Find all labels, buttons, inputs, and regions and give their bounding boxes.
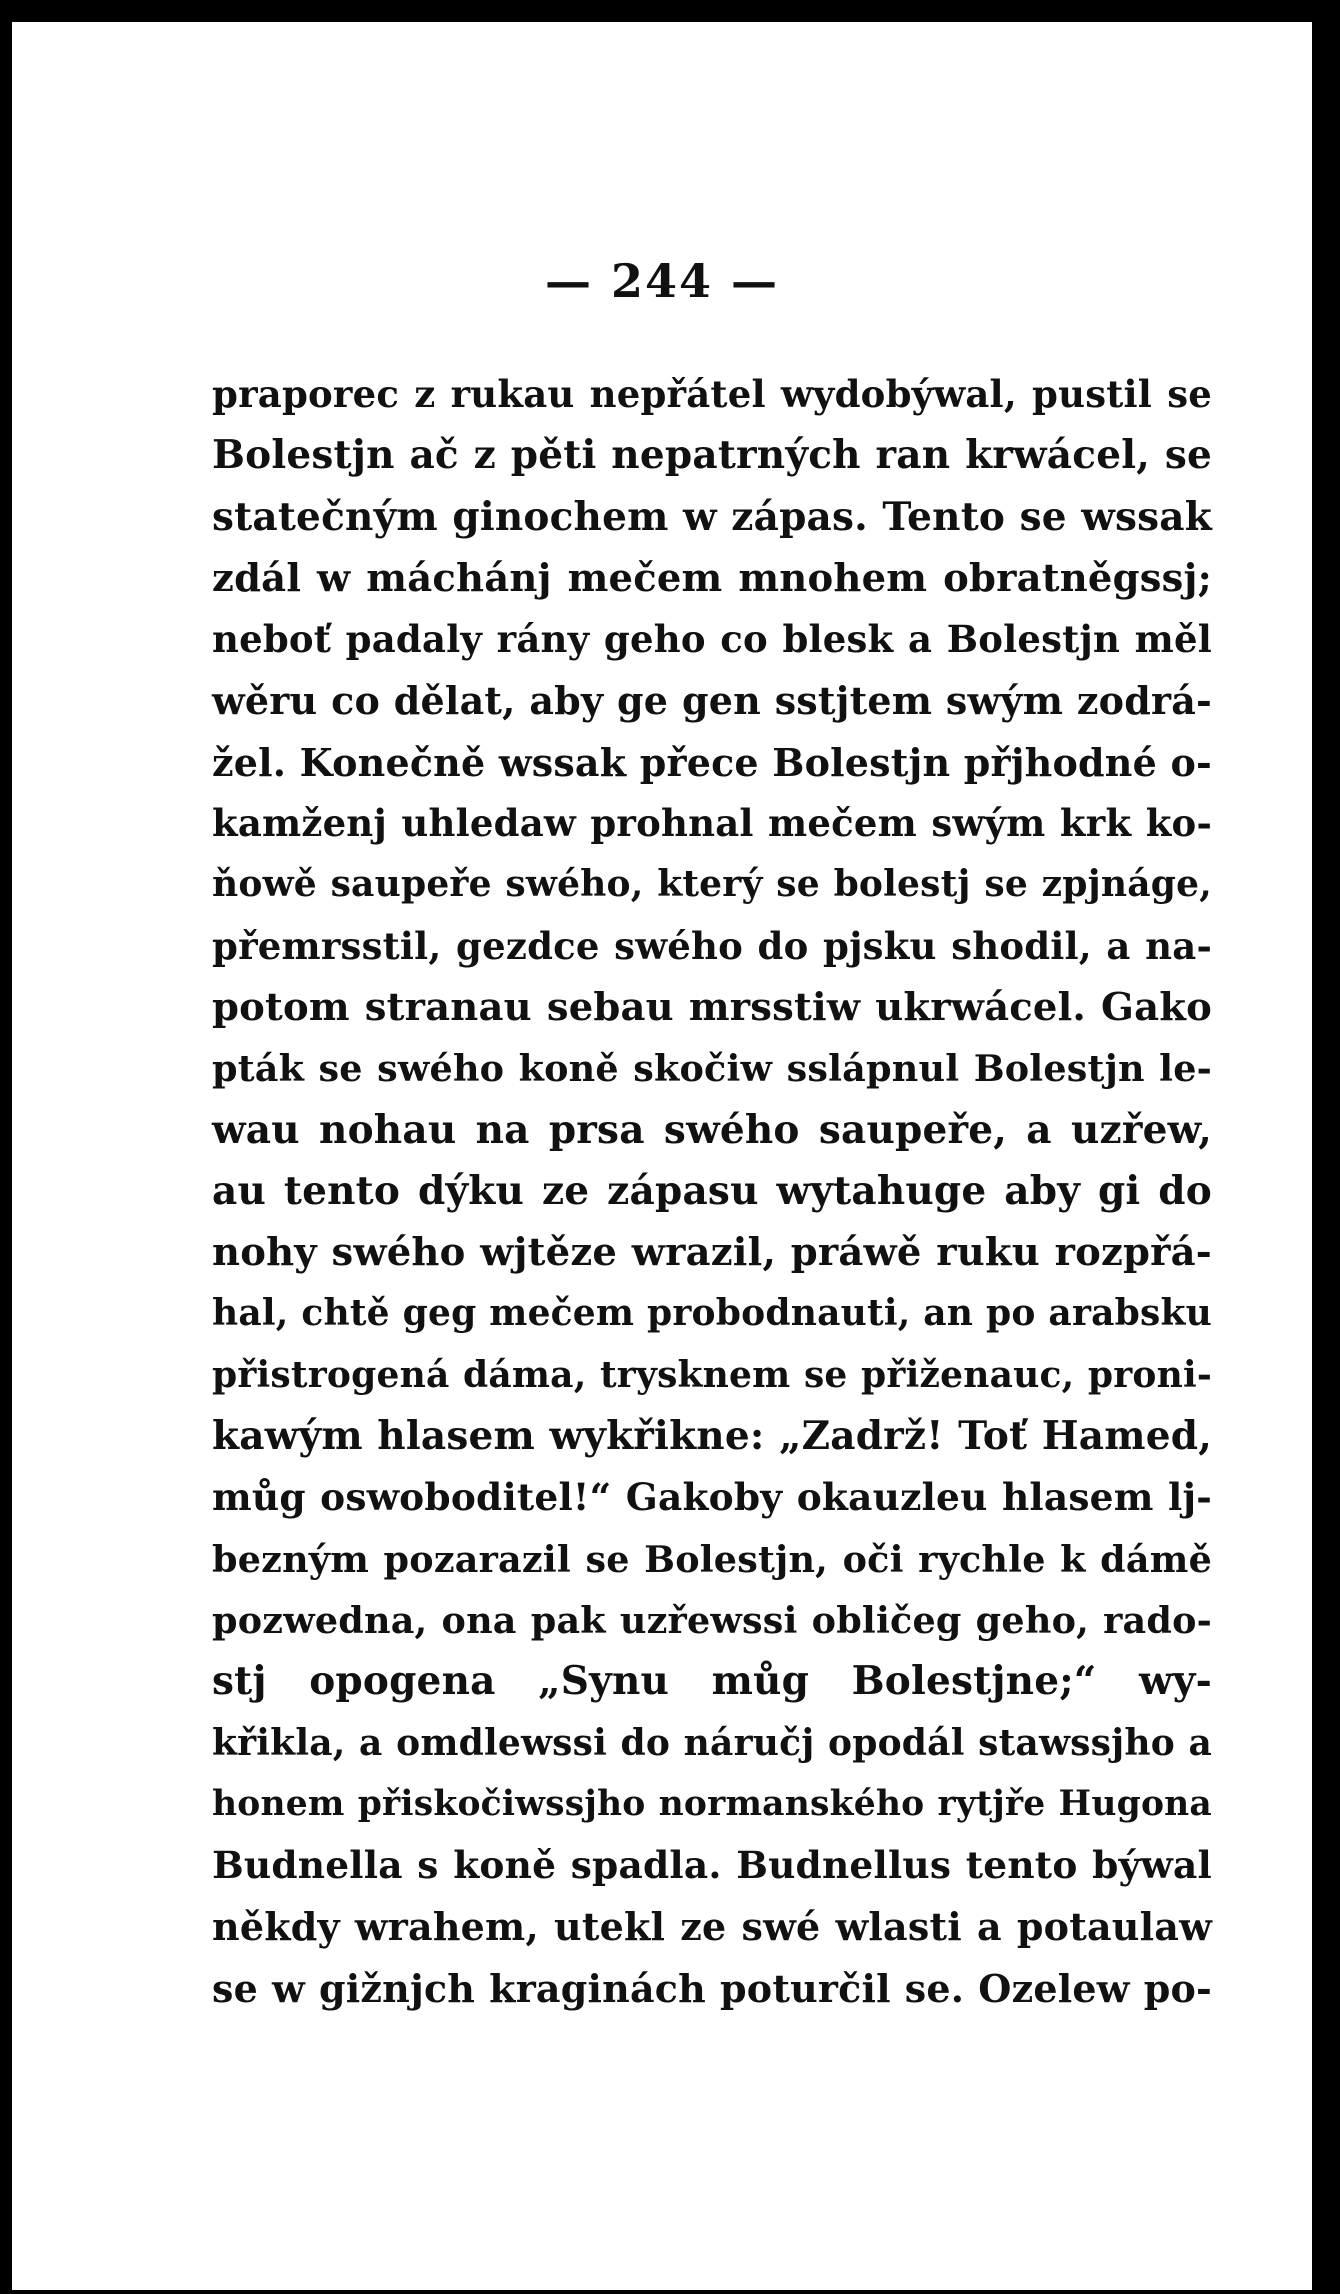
text-line: bezným pozarazil se Bolestjn, oči rychle k dámě: [212, 1537, 1212, 1581]
text-line: kawým hlasem wykřikne: „Zadrž! Toť Hamed,: [212, 1413, 1212, 1460]
text-line: wěru co dělat, aby ge gen sstjtem swým zodrá-: [212, 678, 1212, 724]
text-line: kamženj uhledaw prohnal mečem swým krk ko-: [212, 801, 1212, 846]
text-line: Bolestjn ač z pěti nepatrných ran krwácel, se: [212, 432, 1212, 479]
text-line: neboť padaly rány geho co blesk a Bolestjn měl: [212, 617, 1212, 662]
page-number: — 244 —: [544, 254, 780, 308]
body-text: [212, 364, 1212, 2019]
text-line: statečným ginochem w zápas. Tento se wssak: [212, 493, 1212, 540]
text-line: wau nohau na prsa swého saupeře, a uzřew,: [212, 1106, 1212, 1153]
text-line: praporec z rukau nepřátel wydobýwal, pustil se: [212, 372, 1212, 416]
text-line: stj opogena „Synu můg Bolestjne;“ wy-: [212, 1658, 1212, 1705]
text-line: přistrogená dáma, trysknem se přiženauc, proni-: [212, 1353, 1212, 1396]
text-line: můg oswoboditel!“ Gakoby okauzleu hlasem lj-: [212, 1475, 1212, 1520]
text-line: honem přiskočiwssjho normanského rytjře Hugona: [212, 1783, 1212, 1824]
text-line: pozwedna, ona pak uzřewssi obličeg geho, rado-: [212, 1598, 1212, 1642]
text-line: pták se swého koně skočiw sslápnul Bolestjn le-: [212, 1047, 1212, 1091]
text-line: zdál w máchánj mečem mnohem obratněgssj;: [212, 555, 1212, 601]
text-line: žel. Konečně wssak přece Bolestjn přjhodné o-: [212, 739, 1212, 785]
text-line: potom stranau sebau mrsstiw ukrwácel. Gako: [212, 984, 1212, 1030]
text-line: Budnella s koně spadla. Budnellus tento býwal: [212, 1843, 1212, 1888]
text-line: přemrsstil, gezdce swého do pjsku shodil, a na-: [212, 923, 1212, 968]
text-line: se w gižnjch kraginách poturčil se. Ozelew po-: [212, 1965, 1212, 2011]
text-line: au tento dýku ze zápasu wytahuge aby gi do: [212, 1167, 1212, 1214]
text-line: nohy swého wjtěze wrazil, práwě ruku rozpřá-: [212, 1230, 1212, 1276]
text-line: ňowě saupeře swého, který se bolestj se zpjnáge,: [212, 863, 1212, 906]
text-line: někdy wrahem, utekl ze swé wlasti a potaulaw: [212, 1904, 1212, 1950]
text-line: křikla, a omdlewssi do náručj opodál stawssjho a: [212, 1721, 1212, 1764]
text-line: hal, chtě geg mečem probodnauti, an po arabsku: [212, 1292, 1212, 1335]
book-page: [12, 22, 1312, 2290]
